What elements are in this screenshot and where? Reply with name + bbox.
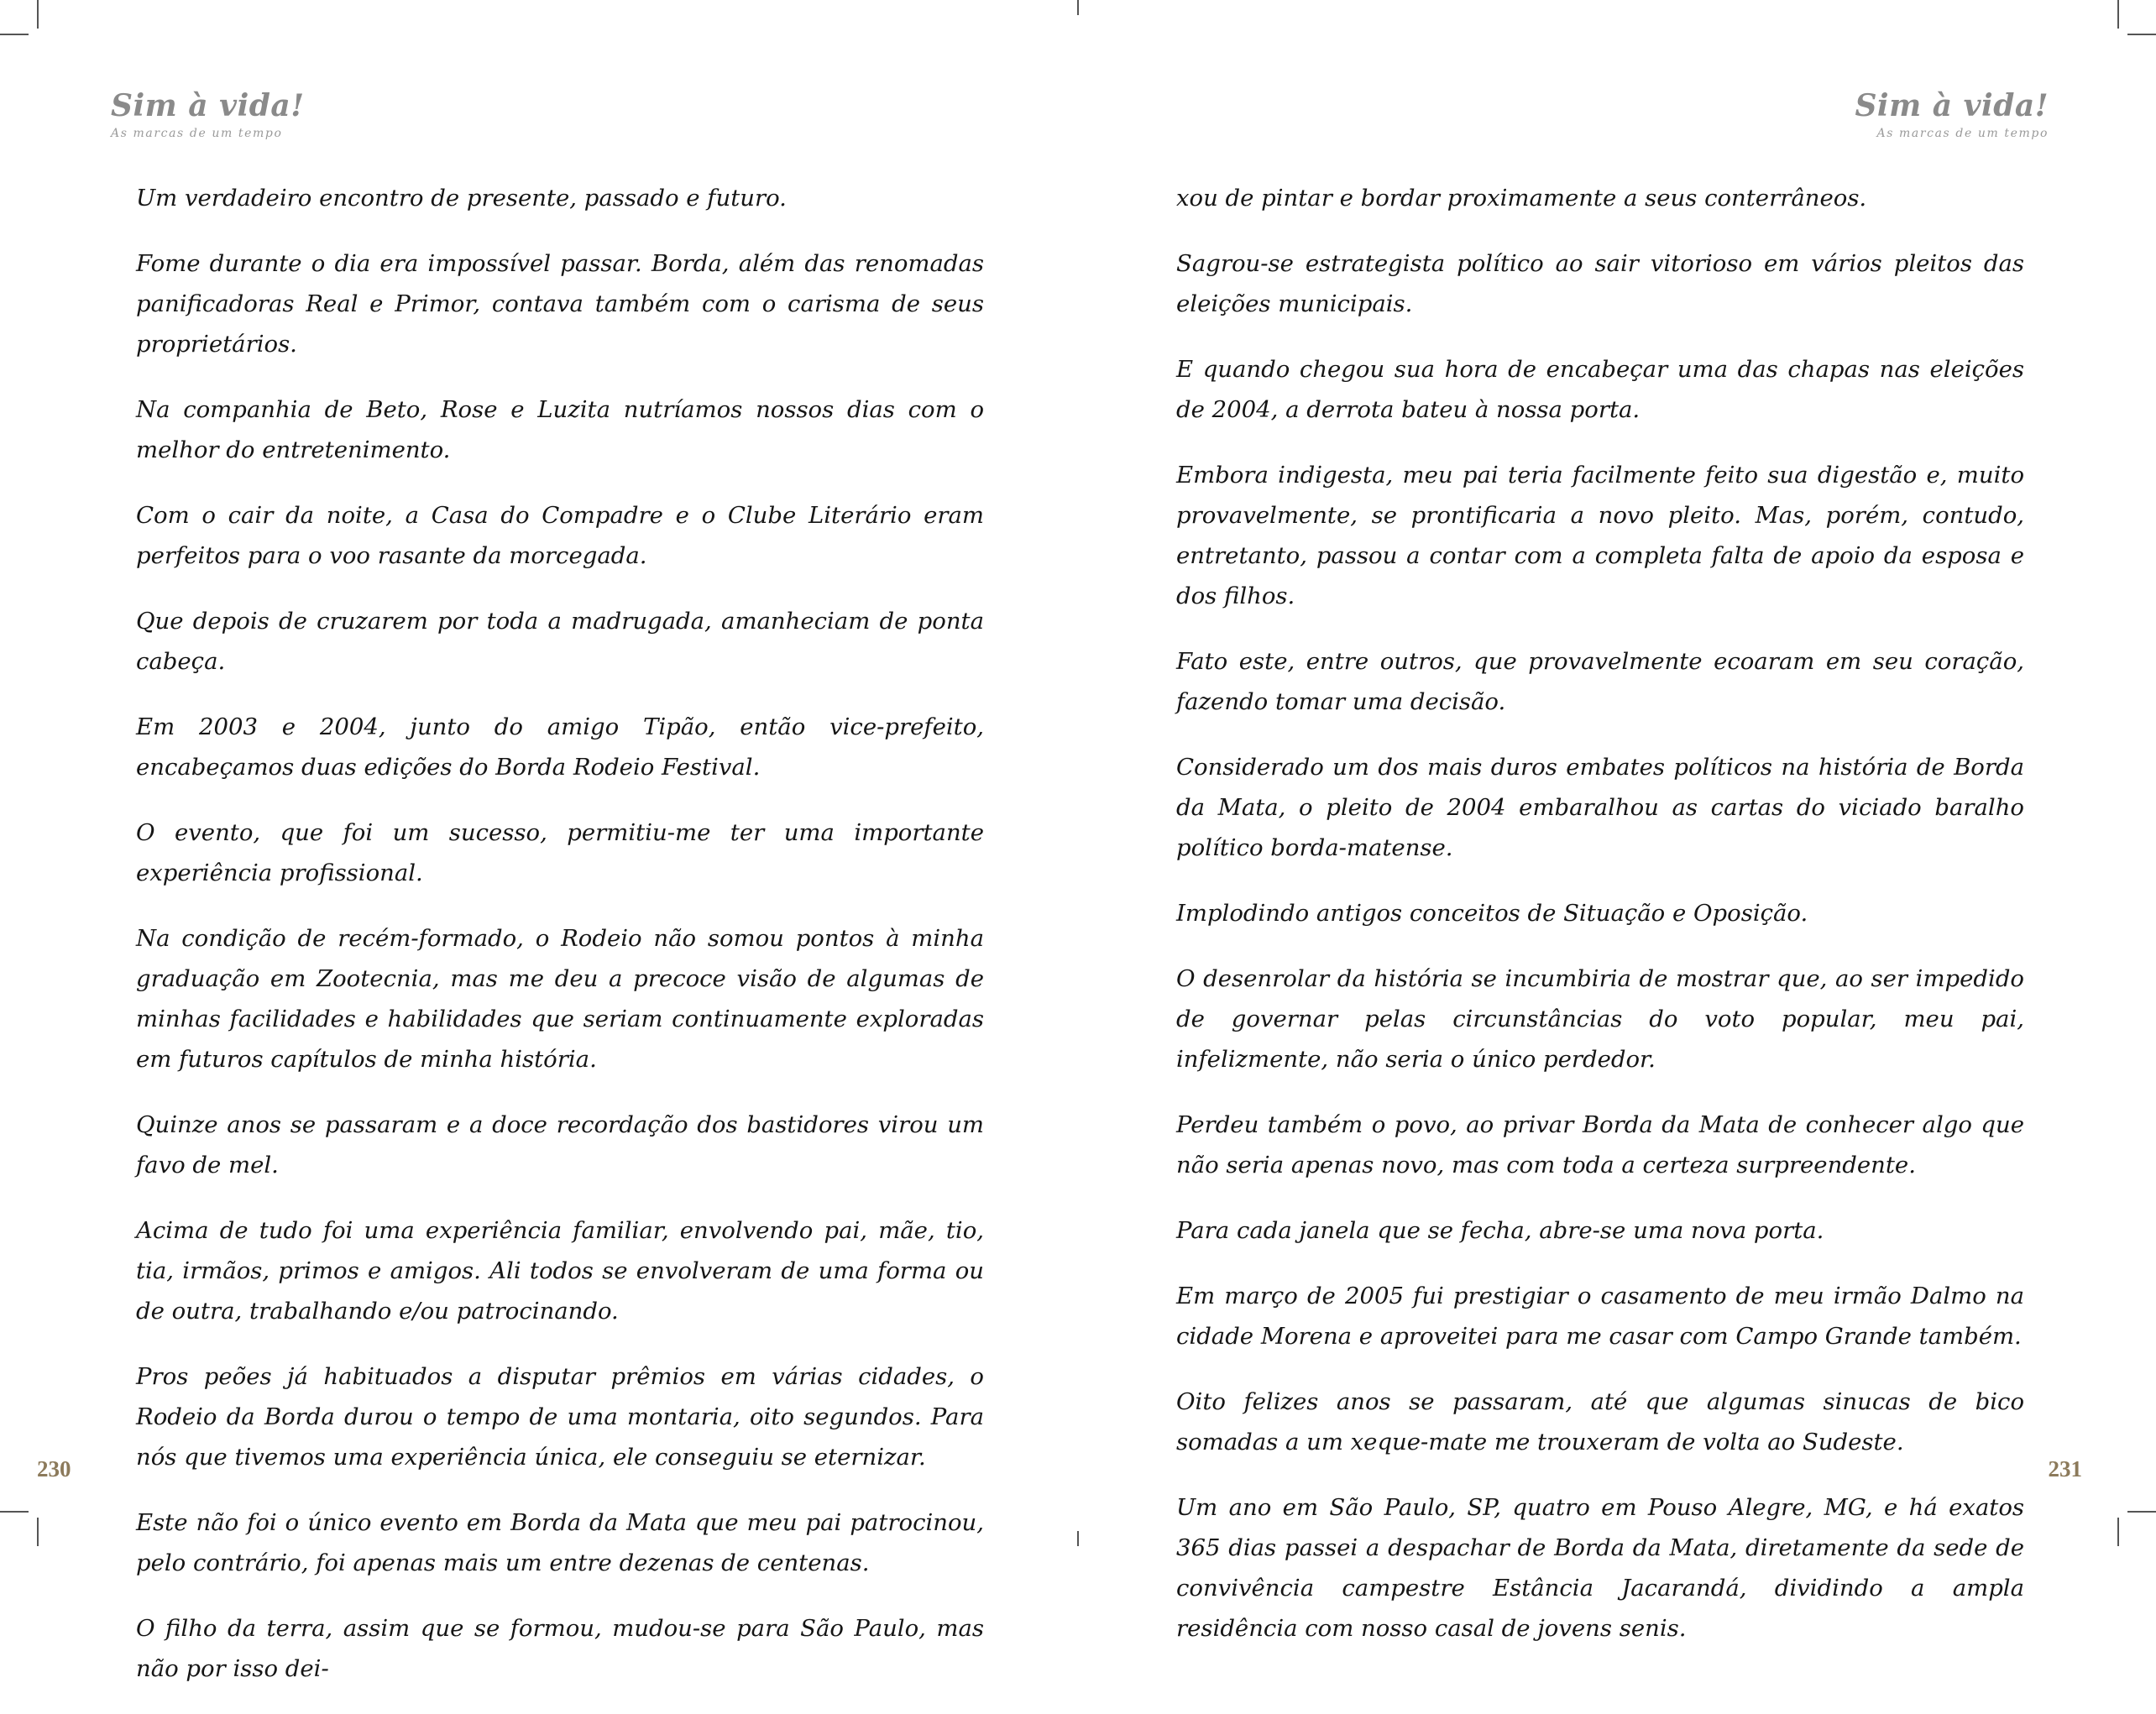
page-number: 231: [2048, 1456, 2082, 1481]
paragraph: Fome durante o dia era impossível passar. Borda, além das renomadas panificadoras Real e Primor, contava também com o carisma de seus proprietários.: [136, 250, 984, 358]
page-number: 230: [37, 1456, 71, 1481]
paragraph: Com o cair da noite, a Casa do Compadre e o Clube Literário eram perfeitos para o voo rasante da morcegada.: [136, 502, 984, 569]
paragraph: Perdeu também o povo, ao privar Borda da Mata de conhecer algo que não seria apenas novo, mas com toda a certeza surpreendente.: [1176, 1111, 2024, 1178]
paragraph: Fato este, entre outros, que provavelmente ecoaram em seu coração, fazendo tomar uma decisão.: [1176, 648, 2024, 715]
paragraph: Embora indigesta, meu pai teria facilmente feito sua digestão e, muito provavelmente, se prontificaria a novo pleito. Mas, porém, contudo, entretanto, passou a contar com a completa falta de apoio da esposa e dos filhos.: [1176, 462, 2024, 609]
paragraph: E quando chegou sua hora de encabeçar uma das chapas nas eleições de 2004, a derrota bateu à nossa porta.: [1176, 356, 2024, 423]
paragraph: Considerado um dos mais duros embates políticos na história de Borda da Mata, o pleito de 2004 embaralhou as cartas do viciado baralho político borda-matense.: [1176, 754, 2024, 861]
paragraph: Um verdadeiro encontro de presente, passado e futuro.: [136, 185, 787, 212]
paragraph: O filho da terra, assim que se formou, mudou-se para São Paulo, mas não por isso dei-: [136, 1615, 984, 1682]
paragraph: Um ano em São Paulo, SP, quatro em Pouso Alegre, MG, e há exatos 365 dias passei a despachar de Borda da Mata, diretamente da sede de convivência campestre Estância Jacarandá, dividindo a ampla residência com nosso casal de jovens senis.: [1176, 1494, 2024, 1642]
paragraph: Na companhia de Beto, Rose e Luzita nutríamos nossos dias com o melhor do entretenimento.: [136, 396, 984, 463]
paragraph: O desenrolar da história se incumbiria de mostrar que, ao ser impedido de governar pelas circunstâncias do voto popular, meu pai, infelizmente, não seria o único perdedor.: [1176, 965, 2024, 1073]
paragraph: Que depois de cruzarem por toda a madrugada, amanheciam de ponta cabeça.: [136, 608, 984, 675]
paragraph: Implodindo antigos conceitos de Situação e Oposição.: [1176, 900, 1808, 927]
header-subtitle: As marcas de um tempo: [111, 127, 283, 140]
paragraph: Oito felizes anos se passaram, até que algumas sinucas de bico somadas a um xeque-mate me trouxeram de volta ao Sudeste.: [1176, 1388, 2024, 1455]
header-subtitle: As marcas de um tempo: [1876, 127, 2049, 140]
body-text: [136, 178, 984, 1714]
paragraph: Este não foi o único evento em Borda da Mata que meu pai patrocinou, pelo contrário, foi apenas mais um entre dezenas de centenas.: [136, 1509, 984, 1576]
paragraph: Na condição de recém-formado, o Rodeio não somou pontos à minha graduação em Zootecnia, mas me deu a precoce visão de algumas de minhas facilidades e habilidades que seriam continuamente exploradas em futuros capítulos de minha história.: [136, 925, 984, 1073]
body-text: [1176, 178, 2024, 1674]
paragraph: Acima de tudo foi uma experiência familiar, envolvendo pai, mãe, tio, tia, irmãos, primos e amigos. Ali todos se envolveram de uma forma ou de outra, trabalhando e/ou patrocinando.: [136, 1217, 984, 1325]
paragraph: Em março de 2005 fui prestigiar o casamento de meu irmão Dalmo na cidade Morena e aproveitei para me casar com Campo Grande também.: [1176, 1283, 2024, 1350]
left-page: [0, 0, 1078, 1682]
running-header: [1855, 88, 2049, 140]
paragraph: xou de pintar e bordar proximamente a seus conterrâneos.: [1176, 185, 1867, 212]
header-title: Sim à vida!: [1855, 88, 2049, 123]
paragraph: O evento, que foi um sucesso, permitiu-me ter uma importante experiência profissional.: [136, 819, 984, 886]
paragraph: Sagrou-se estrategista político ao sair vitorioso em vários pleitos das eleições municipais.: [1176, 250, 2024, 317]
paragraph: Em 2003 e 2004, junto do amigo Tipão, então vice-prefeito, encabeçamos duas edições do Borda Rodeio Festival.: [136, 713, 984, 781]
header-title: Sim à vida!: [111, 88, 305, 123]
running-header: [111, 88, 305, 140]
paragraph: Quinze anos se passaram e a doce recordação dos bastidores virou um favo de mel.: [136, 1111, 984, 1178]
paragraph: Para cada janela que se fecha, abre-se uma nova porta.: [1176, 1217, 1824, 1244]
right-page: [1078, 0, 2156, 1642]
paragraph: Pros peões já habituados a disputar prêmios em várias cidades, o Rodeio da Borda durou o tempo de uma montaria, oito segundos. Para nós que tivemos uma experiência única, ele conseguiu se eternizar.: [136, 1363, 984, 1471]
